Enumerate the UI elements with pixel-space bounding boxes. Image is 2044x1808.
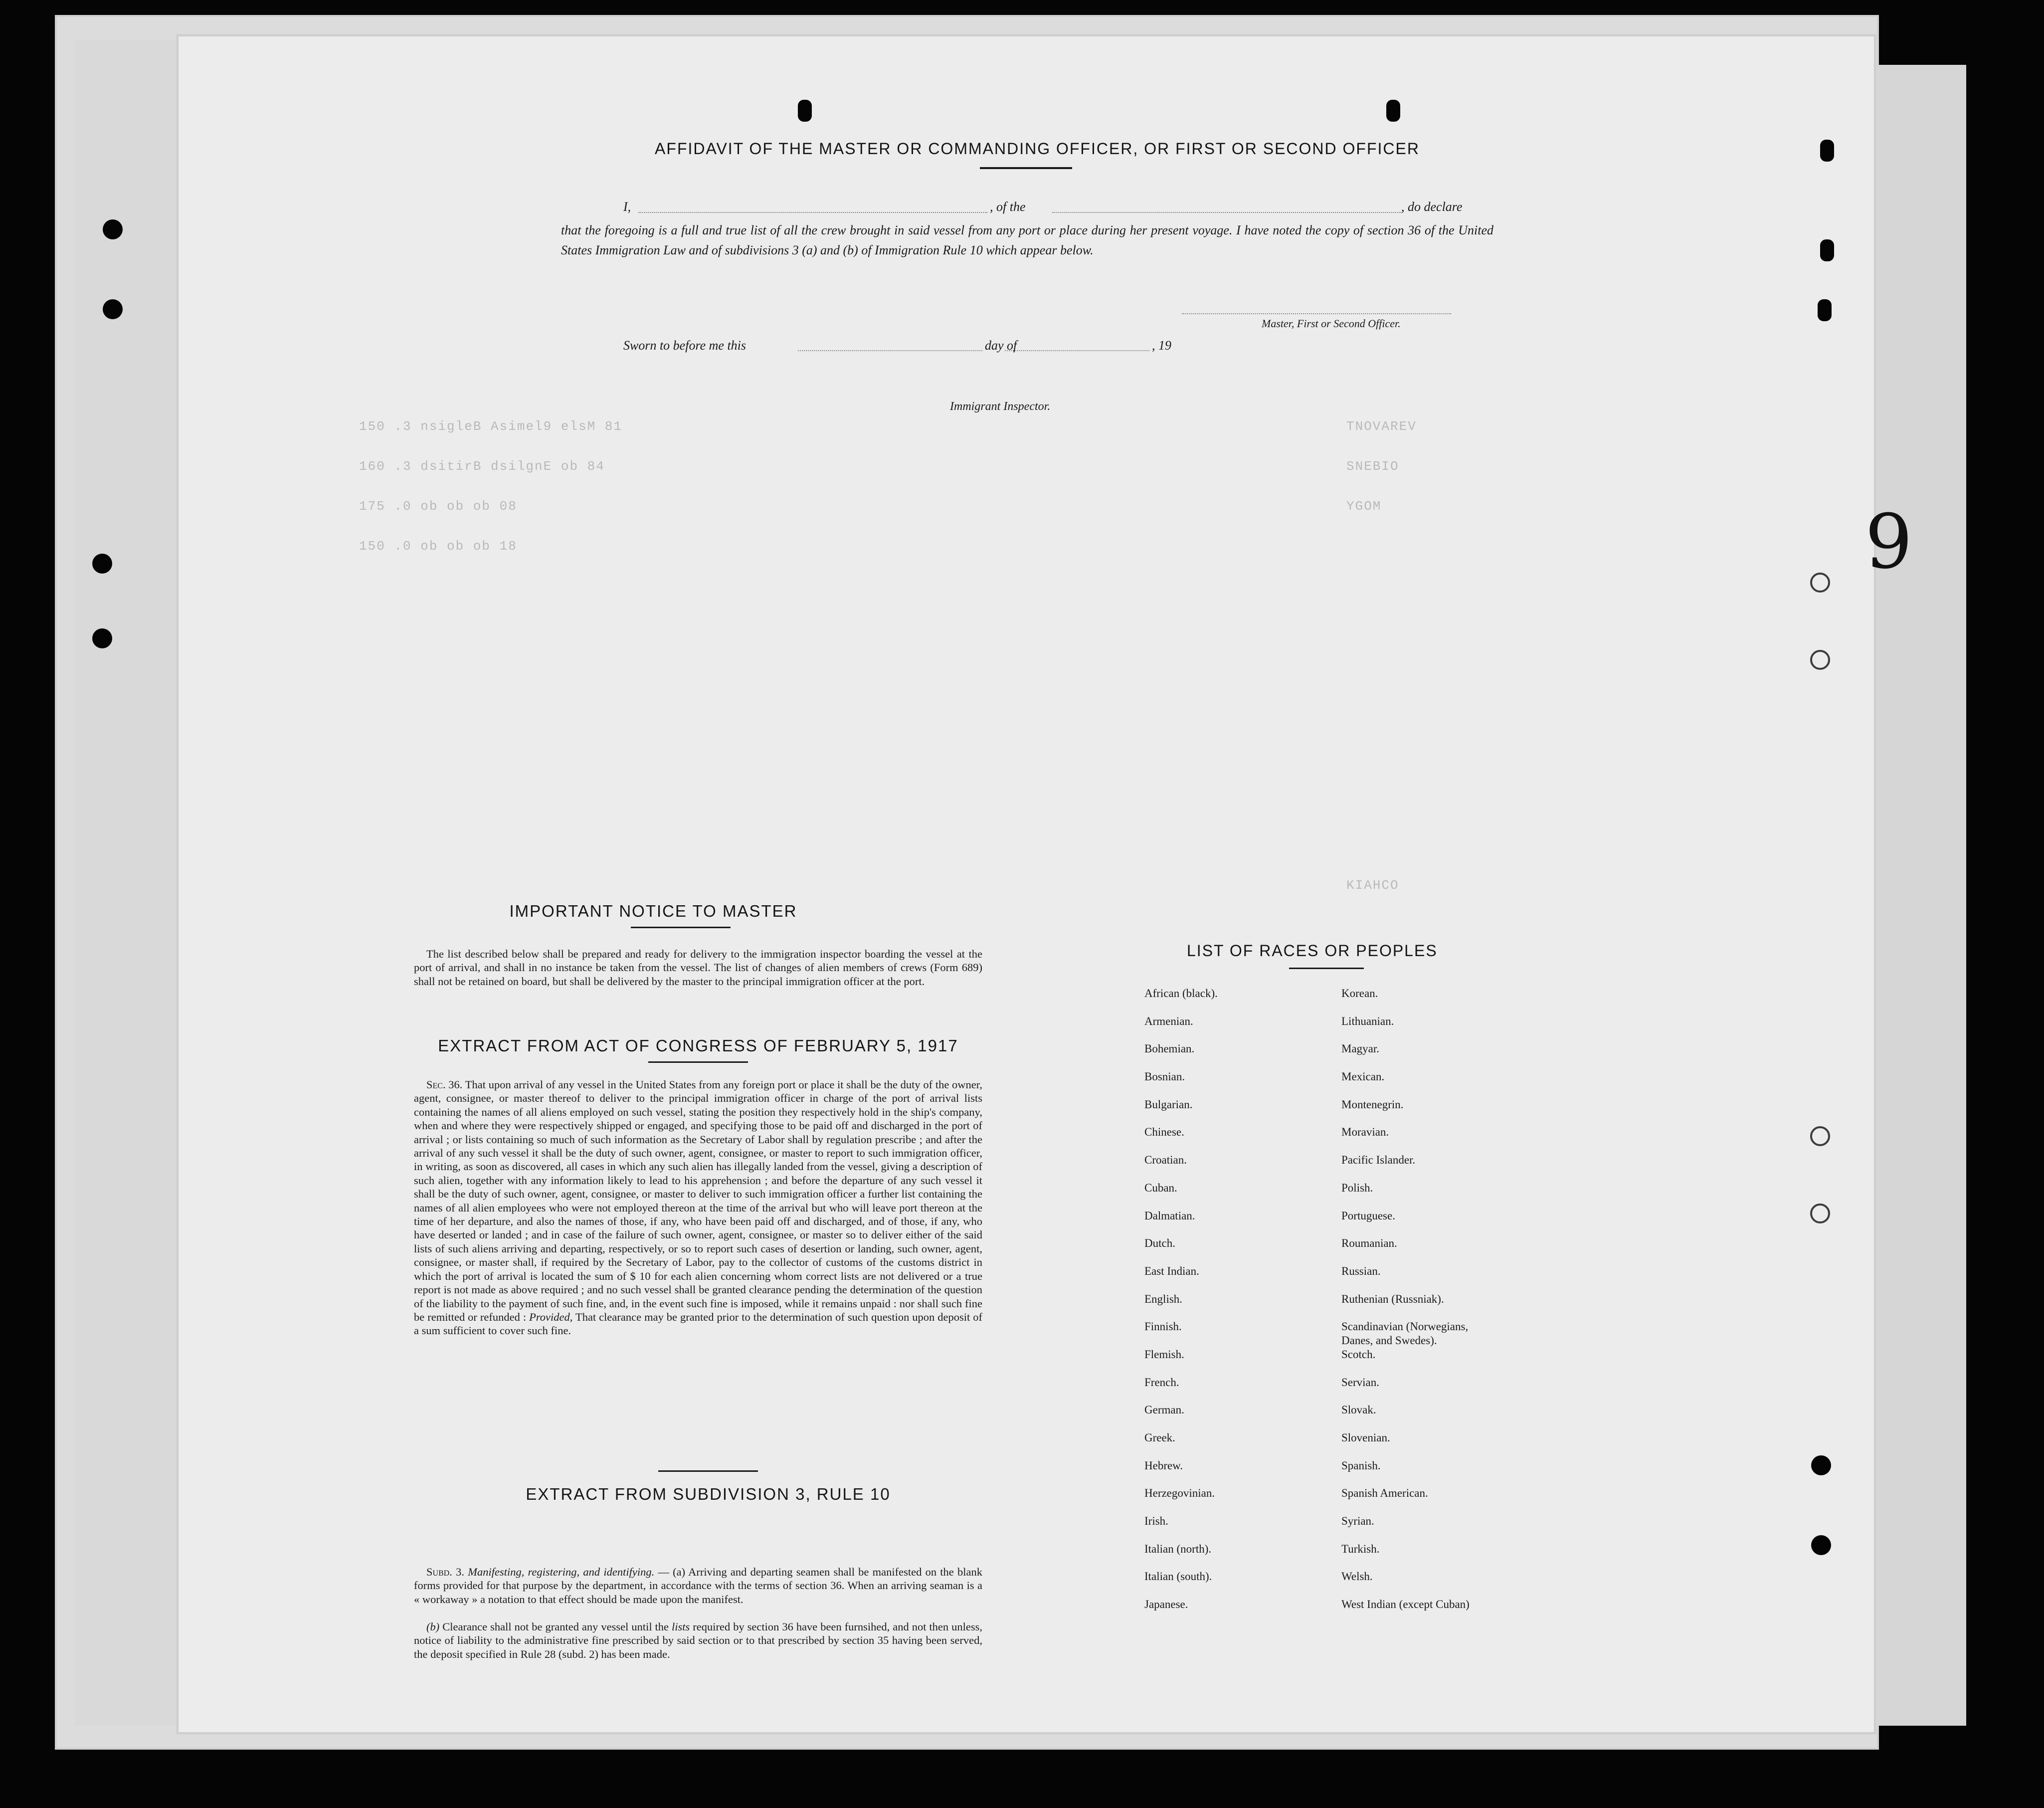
races-title: LIST OF RACES OR PEOPLES bbox=[1187, 942, 1438, 960]
race-item: East Indian. bbox=[1144, 1264, 1199, 1277]
race-item: African (black). bbox=[1144, 987, 1218, 1000]
race-item: Moravian. bbox=[1341, 1126, 1389, 1139]
affidavit-i: I, bbox=[623, 200, 631, 214]
punch-hole bbox=[92, 628, 112, 648]
races-left-column bbox=[1144, 987, 1304, 1625]
sworn-day-blank[interactable] bbox=[798, 350, 982, 351]
race-item: Bulgarian. bbox=[1144, 1098, 1193, 1111]
rivet-mark bbox=[798, 100, 812, 122]
race-item: Italian (south). bbox=[1144, 1570, 1212, 1583]
race-item: Irish. bbox=[1144, 1515, 1168, 1528]
bleed-through-row: YGOM bbox=[1346, 499, 1382, 514]
bleed-through-row: KIAHCO bbox=[1346, 878, 1399, 893]
notice-underline bbox=[631, 927, 731, 928]
rule-extract-overline bbox=[658, 1470, 758, 1472]
race-item: West Indian (except Cuban) bbox=[1341, 1598, 1470, 1611]
provided-label: Provided, bbox=[529, 1310, 573, 1323]
signature-blank[interactable] bbox=[1182, 313, 1451, 314]
b-lists: lists bbox=[672, 1620, 690, 1633]
race-item: Pacific Islander. bbox=[1341, 1154, 1416, 1167]
affidavit-of-the: , of the bbox=[990, 200, 1026, 214]
race-item: Bosnian. bbox=[1144, 1070, 1185, 1083]
punch-hole bbox=[1811, 1455, 1831, 1475]
sec-body-end: That clearance may be granted prior to the determination of such question upon deposit of a sum sufficient to cover such fine. bbox=[414, 1310, 983, 1337]
race-item: Dutch. bbox=[1144, 1237, 1175, 1250]
act-extract-underline bbox=[648, 1061, 748, 1063]
race-item: Spanish. bbox=[1341, 1459, 1381, 1472]
affidavit-declare: , do declare bbox=[1401, 200, 1463, 214]
race-item: French. bbox=[1144, 1376, 1179, 1389]
punch-hole-ring bbox=[1810, 1126, 1830, 1146]
subd-label: Subd. 3. bbox=[426, 1566, 465, 1578]
bleed-through-row: TNOVAREV bbox=[1346, 419, 1417, 434]
race-item: Dalmatian. bbox=[1144, 1209, 1195, 1222]
race-item: Armenian. bbox=[1144, 1014, 1193, 1027]
rivet-mark bbox=[1818, 299, 1832, 321]
affidavit-title: AFFIDAVIT OF THE MASTER OR COMMANDING OFFICER, OR FIRST OR SECOND OFFICER bbox=[655, 140, 1420, 158]
punch-hole-ring bbox=[1810, 1204, 1830, 1223]
act-extract-body bbox=[414, 1078, 982, 1338]
sworn-year-label: , 19 bbox=[1152, 338, 1171, 353]
races-underline bbox=[1289, 968, 1364, 969]
b-body-2: required by section 36 have been furnsihed, and not then unless, notice of liability to the administrative fine prescribed by said section or to that prescribed by section 35 having been served, the deposit specified in Rule 28 (subd. 2) has been made. bbox=[414, 1620, 983, 1660]
sec-label: Sec. 36. bbox=[426, 1078, 463, 1091]
punch-hole bbox=[103, 219, 123, 239]
notice-title: IMPORTANT NOTICE TO MASTER bbox=[509, 902, 797, 920]
race-item: Russian. bbox=[1341, 1264, 1381, 1277]
race-item: Roumanian. bbox=[1341, 1237, 1397, 1250]
race-item: Greek. bbox=[1144, 1431, 1175, 1444]
race-item: Polish. bbox=[1341, 1181, 1373, 1194]
rule-b-body bbox=[414, 1620, 982, 1661]
race-item: Chinese. bbox=[1144, 1126, 1184, 1139]
race-item: Portuguese. bbox=[1341, 1209, 1395, 1222]
bleed-through-row: 160 .3 dsitirB dsilgnE ob 84 bbox=[359, 459, 605, 474]
rivet-mark bbox=[1386, 100, 1400, 122]
bleed-through-row: 150 .3 nsigleB Asimel9 elsM 81 bbox=[359, 419, 623, 434]
race-item: Herzegovinian. bbox=[1144, 1487, 1215, 1500]
race-item: Italian (north). bbox=[1144, 1542, 1212, 1555]
underlying-page-strip bbox=[75, 40, 190, 1726]
notice-body: The list described below shall be prepared and ready for delivery to the immigration inspector boarding the vessel at the port of arrival, and shall in no instance be taken from the vessel. The list of changes of alien members of crews (Form 689) shall not be retained on board, but shall be delivered by the master to the principal immigration officer at the port. bbox=[414, 948, 982, 988]
day-of-label: day of bbox=[985, 338, 1017, 353]
race-item: Magyar. bbox=[1341, 1042, 1380, 1055]
race-item: Mexican. bbox=[1341, 1070, 1385, 1083]
race-item: Flemish. bbox=[1144, 1348, 1184, 1361]
bleed-through-row: SNEBIO bbox=[1346, 459, 1399, 474]
race-item: Servian. bbox=[1341, 1376, 1380, 1389]
race-item: Slovenian. bbox=[1341, 1431, 1390, 1444]
handwritten-page-number: 9 bbox=[1865, 499, 1913, 586]
race-item: Lithuanian. bbox=[1341, 1014, 1394, 1027]
race-item: Welsh. bbox=[1341, 1570, 1373, 1583]
race-item: Turkish. bbox=[1341, 1542, 1380, 1555]
punch-hole bbox=[92, 554, 112, 574]
rule-extract-title: EXTRACT FROM SUBDIVISION 3, RULE 10 bbox=[526, 1485, 891, 1503]
race-item: Bohemian. bbox=[1144, 1042, 1195, 1055]
rivet-mark bbox=[1820, 140, 1834, 162]
races-right-column bbox=[1341, 987, 1521, 1625]
race-item: Croatian. bbox=[1144, 1154, 1187, 1167]
sec-body: That upon arrival of any vessel in the United States from any foreign port or place it shall be the duty of the owner, agent, consignee, or master thereof to deliver to the principal immigration officer in charge of the port of arrival lists containing the names of all aliens employed on such vessel, stating the position they respectively hold in the ship's company, when and where they were respectively shipped or engaged, and specifying those to be paid off and discharged in the port of arrival ; or lists containing so much of such information as the Secretary of Labor shall by regulation prescribe ; and after the arrival of any such vessel it shall be the duty of such owner, agent, consignee, or master to report to such immigration officer, in writing, as soon as discovered, all cases in which any such alien has illegally landed from the vessel, giving a description of such alien, together with any information likely to lead to his apprehension ; and before the departure of any such vessel it shall be the duty of such owner, agent, consignee, or master to deliver to such immigration officer a further list containing the names of all alien employees who were not employed thereon at the time of the arrival but who will leave port thereon at the time of her departure, and also the names of those, if any, who have been paid off and discharged, and of those, if any, who have deserted or landed ; and in case of the failure of such owner, agent, consignee, or master so to deliver either of the said lists of such aliens arriving and departing, respectively, or so to report such cases of desertion or landing, such owner, agent, consignee, or master shall, if required by the Secretary of Labor, pay to the collector of customs of the customs district in which the port of arrival is located the sum of $ 10 for each alien concerning whom correct lists are not delivered or a true report is not made as above required ; and no such vessel shall be granted clearance pending the determination of the question of the liability to the payment of such fine, and, in the event such fine is imposed, while it remains unpaid : nor shall such fine be remitted or refunded : bbox=[414, 1078, 983, 1323]
a-label: — (a) bbox=[658, 1566, 686, 1578]
punch-hole bbox=[103, 299, 123, 319]
sworn-label: Sworn to before me this bbox=[623, 338, 746, 353]
title-underline bbox=[980, 167, 1072, 169]
sworn-month-blank[interactable] bbox=[1005, 350, 1149, 351]
punch-hole bbox=[1811, 1535, 1831, 1555]
race-item: Spanish American. bbox=[1341, 1487, 1428, 1500]
bleed-through-row: 175 .0 ob ob ob 08 bbox=[359, 499, 517, 514]
subd-heading: Manifesting, registering, and identifying. bbox=[468, 1566, 655, 1578]
name-blank[interactable] bbox=[638, 212, 987, 213]
signature-label: Master, First or Second Officer. bbox=[1262, 317, 1401, 330]
race-item: Finnish. bbox=[1144, 1320, 1182, 1333]
vessel-blank[interactable] bbox=[1052, 212, 1401, 213]
affidavit-page bbox=[177, 35, 1875, 1734]
race-item: Montenegrin. bbox=[1341, 1098, 1404, 1111]
race-item: Korean. bbox=[1341, 987, 1378, 1000]
race-item: Ruthenian (Russniak). bbox=[1341, 1292, 1444, 1305]
b-body-1: Clearance shall not be granted any vessel until the bbox=[442, 1620, 669, 1633]
punch-hole-ring bbox=[1810, 573, 1830, 593]
race-item: Cuban. bbox=[1144, 1181, 1177, 1194]
race-item: German. bbox=[1144, 1404, 1184, 1416]
affidavit-body: that the foregoing is a full and true list of all the crew brought in said vessel from any port or place during her present voyage. I have noted the copy of section 36 of the United States Immigration Law and of subdivisions 3 (a) and (b) of Immigration Rule 10 which appear below. bbox=[561, 223, 1493, 257]
rule-a-body bbox=[414, 1565, 982, 1606]
race-item: Japanese. bbox=[1144, 1598, 1188, 1611]
race-item: Scotch. bbox=[1341, 1348, 1376, 1361]
act-extract-title: EXTRACT FROM ACT OF CONGRESS OF FEBRUARY 5, 1917 bbox=[438, 1036, 958, 1055]
inspector-label: Immigrant Inspector. bbox=[950, 400, 1051, 413]
race-item: Slovak. bbox=[1341, 1404, 1376, 1416]
race-item: Scandinavian (Norwegians, Danes, and Swedes). bbox=[1341, 1320, 1469, 1347]
race-item: English. bbox=[1144, 1292, 1183, 1305]
rivet-mark bbox=[1820, 239, 1834, 261]
bleed-through-row: 150 .0 ob ob ob 18 bbox=[359, 539, 517, 554]
race-item: Syrian. bbox=[1341, 1515, 1374, 1528]
b-label: (b) bbox=[426, 1620, 440, 1633]
punch-hole-ring bbox=[1810, 650, 1830, 670]
a-body: Arriving and departing seamen shall be manifested on the blank forms provided for that purpose by the department, in accordance with the terms of section 36. When an arriving seaman is a « workaway » a notation to that effect should be made upon the manifest. bbox=[414, 1566, 983, 1606]
race-item: Hebrew. bbox=[1144, 1459, 1183, 1472]
